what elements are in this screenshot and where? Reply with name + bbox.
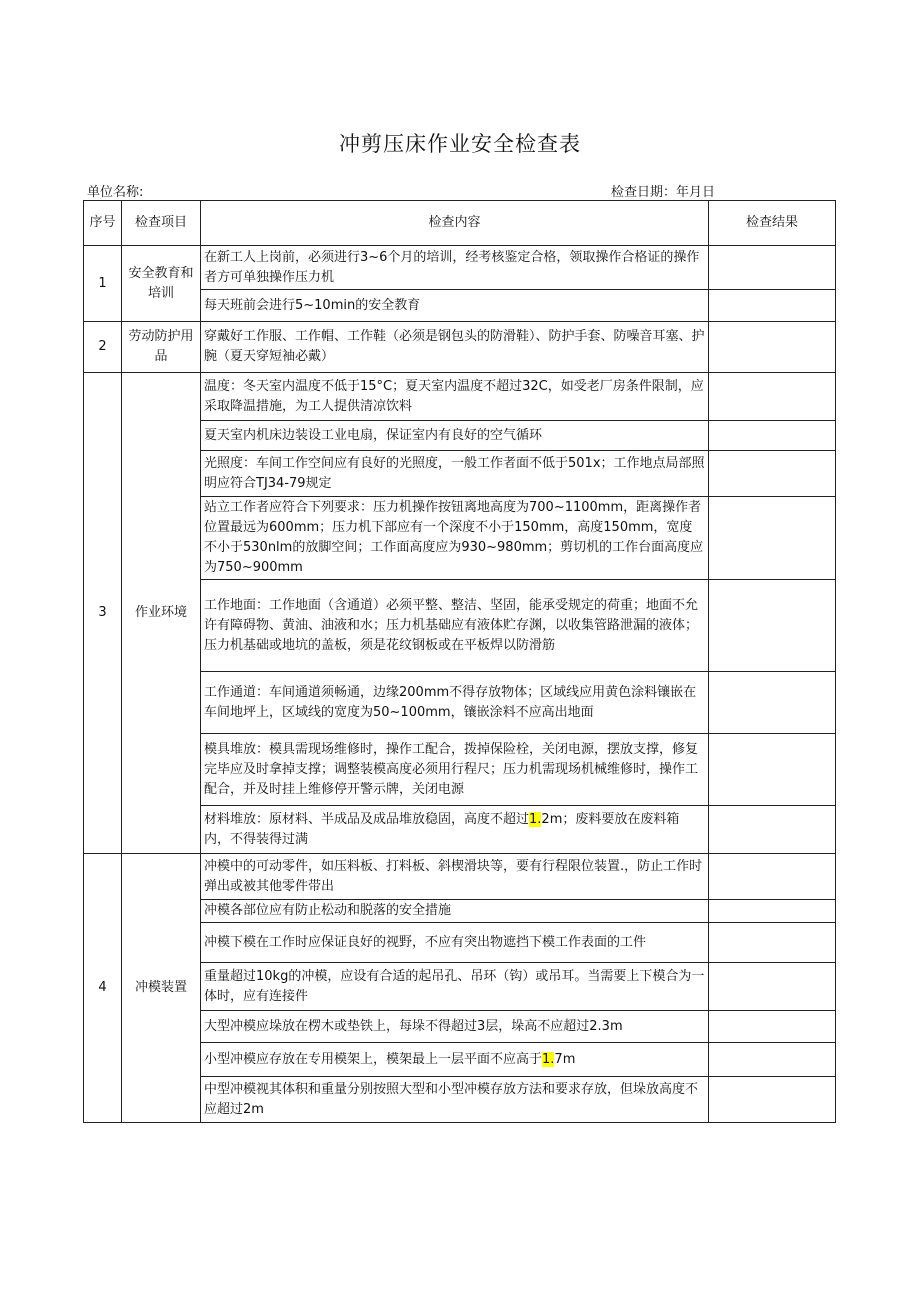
check-content: 光照度：车间工作空间应有良好的光照度，一般工作者面不低于501x；工作地点局部照明应符合TJ34-79规定 bbox=[201, 451, 709, 497]
section-number: 2 bbox=[84, 322, 122, 373]
section-number: 3 bbox=[84, 373, 122, 854]
header-result: 检查结果 bbox=[709, 201, 836, 246]
header-item: 检查项目 bbox=[122, 201, 201, 246]
check-result-cell[interactable] bbox=[709, 322, 836, 373]
check-result-cell[interactable] bbox=[709, 1011, 836, 1043]
section-number: 4 bbox=[84, 854, 122, 1123]
check-result-cell[interactable] bbox=[709, 854, 836, 900]
check-result-cell[interactable] bbox=[709, 734, 836, 806]
section-item: 冲模装置 bbox=[122, 854, 201, 1123]
unit-name-label: 单位名称: bbox=[87, 185, 144, 200]
section-item: 劳动防护用品 bbox=[122, 322, 201, 373]
section-number: 1 bbox=[84, 246, 122, 322]
highlighted-text: 1. bbox=[542, 1051, 555, 1067]
check-result-cell[interactable] bbox=[709, 900, 836, 923]
inspection-table bbox=[83, 200, 836, 1123]
highlighted-text: 1. bbox=[529, 811, 542, 827]
check-result-cell[interactable] bbox=[709, 672, 836, 734]
content-text: 7m bbox=[554, 1051, 576, 1067]
check-result-cell[interactable] bbox=[709, 497, 836, 580]
table-row bbox=[84, 246, 836, 290]
check-content: 冲模各部位应有防止松动和脱落的安全措施 bbox=[201, 900, 709, 923]
table-row bbox=[84, 373, 836, 421]
check-result-cell[interactable] bbox=[709, 580, 836, 672]
table-row bbox=[84, 854, 836, 900]
section-item: 作业环境 bbox=[122, 373, 201, 854]
check-result-cell[interactable] bbox=[709, 923, 836, 963]
check-content: 每天班前会进行5~10min的安全教育 bbox=[201, 290, 709, 322]
table-header-row bbox=[84, 201, 836, 246]
check-result-cell[interactable] bbox=[709, 1043, 836, 1077]
check-content: 在新工人上岗前，必须进行3~6个月的培训，经考核鉴定合格，领取操作合格证的操作者方可单独操作压力机 bbox=[201, 246, 709, 290]
check-content: 模具堆放：模具需现场维修时，操作工配合，拨掉保险栓，关闭电源，摆放支撑，修复完毕应及时拿掉支撑；调整装模高度必须用行程尺；压力机需现场机械维修时，操作工配合，并及时挂上维修停开警示牌，关闭电源 bbox=[201, 734, 709, 806]
content-text: 小型冲模应存放在专用模架上，模架最上一层平面不应高于 bbox=[204, 1051, 543, 1067]
check-result-cell[interactable] bbox=[709, 246, 836, 290]
check-result-cell[interactable] bbox=[709, 806, 836, 854]
check-content: 工作通道：车间通道须畅通，边缘200mm不得存放物体；区域线应用黄色涂料镶嵌在车间地坪上，区域线的宽度为50~100mm，镶嵌涂料不应高出地面 bbox=[201, 672, 709, 734]
check-content: 重量超过10kg的冲模，应设有合适的起吊孔、吊环（钩）或吊耳。当需要上下模合为一体时，应有连接件 bbox=[201, 963, 709, 1011]
check-content: 大型冲模应垛放在楞木或垫铁上，每垛不得超过3层，垛高不应超过2.3m bbox=[201, 1011, 709, 1043]
content-text: 材料堆放：原材料、半成品及成品堆放稳固，高度不超过 bbox=[204, 811, 530, 827]
check-content: 冲模下模在工作时应保证良好的视野，不应有突出物遮挡下模工作表面的工件 bbox=[201, 923, 709, 963]
check-content bbox=[201, 1043, 709, 1077]
check-result-cell[interactable] bbox=[709, 290, 836, 322]
check-result-cell[interactable] bbox=[709, 1077, 836, 1123]
page-title: 冲剪压床作业安全检查表 bbox=[339, 132, 581, 156]
inspection-date-label: 检查日期：年月日 bbox=[611, 185, 716, 200]
header-content: 检查内容 bbox=[201, 201, 709, 246]
check-result-cell[interactable] bbox=[709, 421, 836, 451]
check-content: 温度：冬天室内温度不低于15°C；夏天室内温度不超过32C，如受老厂房条件限制，应采取降温措施，为工人提供清凉饮料 bbox=[201, 373, 709, 421]
check-content: 穿戴好工作服、工作帽、工作鞋（必须是钢包头的防滑鞋）、防护手套、防噪音耳塞、护腕（夏天穿短袖必戴） bbox=[201, 322, 709, 373]
check-content: 站立工作者应符合下列要求：压力机操作按钮离地高度为700~1100mm，距离操作者位置最远为600mm；压力机下部应有一个深度不小于150mm，高度150mm，宽度不小于530nlm的放脚空间；工作面高度应为930~980mm；剪切机的工作台面高度应为750~900mm bbox=[201, 497, 709, 580]
section-item: 安全教育和培训 bbox=[122, 246, 201, 322]
check-result-cell[interactable] bbox=[709, 451, 836, 497]
header-no: 序号 bbox=[84, 201, 122, 246]
check-result-cell[interactable] bbox=[709, 963, 836, 1011]
check-content: 冲模中的可动零件，如压料板、打料板、斜楔滑块等，要有行程限位装置.，防止工作时弹出或被其他零件带出 bbox=[201, 854, 709, 900]
check-content: 中型冲模视其体积和重量分别按照大型和小型冲模存放方法和要求存放，但垛放高度不应超过2m bbox=[201, 1077, 709, 1123]
check-content: 夏天室内机床边装设工业电扇，保证室内有良好的空气循环 bbox=[201, 421, 709, 451]
table-row bbox=[84, 322, 836, 373]
check-result-cell[interactable] bbox=[709, 373, 836, 421]
check-content bbox=[201, 806, 709, 854]
content-text: 2m；废料要放在废料箱内，不得装得过满 bbox=[204, 811, 680, 847]
check-content: 工作地面：工作地面（含通道）必须平整、整洁、坚固，能承受规定的荷重；地面不允许有障碍物、黄油、油液和水；压力机基础应有液体贮存渊，以收集管路泄漏的液体；压力机基础或地坑的盖板，须是花纹钢板或在平板焊以防滑筋 bbox=[201, 580, 709, 672]
